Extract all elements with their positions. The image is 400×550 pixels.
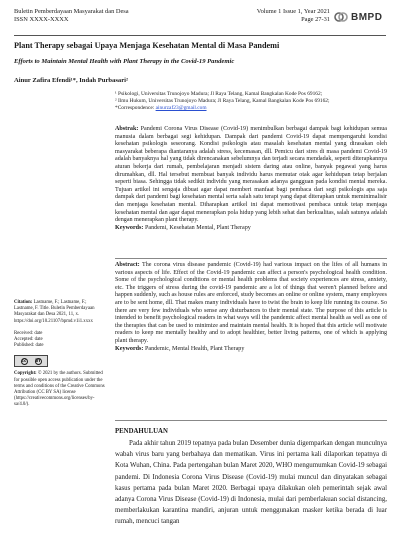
cc-icon: cc	[21, 358, 27, 364]
affiliation-2: ² Ilmu Hukum, Universitas Trunojoyo Madura; Jl Raya Telang, Kamal Bangkalan Kode Pos 69162;	[115, 98, 330, 104]
correspondence-label: *Correspondence:	[115, 105, 155, 111]
page-range: Page 27-31	[301, 16, 330, 23]
keywords-en-text: Pandemic, Mental Health, Plant Therapy	[144, 345, 245, 352]
article-sidebar	[14, 300, 106, 415]
article-title: Plant Therapy sebagai Upaya Menjaga Kesehatan Mental di Masa Pandemi	[14, 41, 280, 50]
abstract-divider-bottom	[115, 420, 387, 421]
citation-label: Citation:	[14, 300, 33, 305]
kata-kunci-label: Keywords:	[115, 224, 144, 231]
abstract-divider-top	[115, 258, 387, 259]
section-heading: PENDAHULUAN	[115, 428, 168, 435]
article-authors: Ainur Zafira Efendi¹*, Indah Purbasari²	[14, 77, 128, 84]
citation-text: Lastname, F.; Lastname, F.; Lastname, F. Title. Buletin Pemberdayaan Masyarakat dan Desa 2021, 11, x. https://doi.org/10.21107/bpmd.v1i1.xxxx	[14, 300, 95, 324]
affiliation-1: ¹ Psikologi, Universitas Trunojoyo Madura; Jl Raya Telang, Kamal Bangkalan Kode Pos 69162;	[115, 91, 323, 97]
by-icon: BY	[35, 358, 41, 364]
abstrak-label: Abstrak:	[115, 126, 139, 132]
logo-icon	[334, 10, 348, 24]
abstrak-block	[115, 126, 387, 232]
abstract-en-block	[115, 262, 387, 353]
keywords-en-label: Keywords:	[115, 345, 144, 352]
copyright-text: © 2021 by the authors. Submitted for possible open access publication under the terms and conditions of the Creative Commons Attribution (CC BY SA) license (https://creativecommons.org/licenses/by-sa/4.0/).	[14, 371, 105, 408]
abstract-en-text: The corona virus disease pandemic (Covid-19) had various impact on the lifes of all humans in various aspects of life. Effect of the Covid-19 pandemic can affect a person's psychological health condition. Some of the psychological conditions or mental health problems that society experiences are stress, anxiety, etc. The triggers of stress during the covid-19 pandemic are a lot of things that weren't planned before and happen suddenly, such as house rules are enforced, study becomes an online or online system, many employees are to be sent home, dll. That makes many individuals have to twist the brain to keep life running its course. So there are very few individuals who sense any disturbances to their mental state. The purpose of this article is intended to benefit psychological readers in what ways will the pandemic affect mental health as well as one of the therapies that can be used to minimize and maintain mental health. It is hoped that this article will motivate readers to keep me mentally healthy and to adopt healthier, better living patterns, one of which is applying plant therapy.	[115, 262, 388, 344]
abstract-en-label: Abstract:	[115, 262, 140, 268]
email-link[interactable]: ainurzaf23@gmail.com	[155, 105, 207, 111]
journal-logo	[334, 8, 386, 26]
header-divider	[14, 35, 386, 36]
journal-info	[14, 8, 129, 24]
paragraph-text: Pada akhir tahun 2019 tepatnya pada bulan Desember dunia digemparkan dengan munculnya wabah virus baru yang berbahaya dan mematikan. Virus ini pertama kali dilaporkan tepatnya di Kota Wuhan, China. Pada pertengahan bulan Maret 2020, WHO mengumumkan Covid-19 sebagai pandemi. Di Indonesia Corona Virus Disease (Covid-19) mulai muncul dan dinyatakan sebagai kasus pertama pada bulan Maret 2020. Berbagai upaya dilakukan oleh pemerintah sejak awal adanya Corona Virus Disease (Covid-19) di Indonesia, mulai dari pemberlakuan social distancing, memberlakukan karantina mandiri, anjuran untuk menggunakan masker ketika berada di luar rumah, mencuci tangan	[115, 440, 387, 526]
page-header	[14, 8, 386, 34]
article-subtitle: Efforts to Maintain Mental Health with Plant Therapy in the Covid-19 Pandemic	[14, 58, 235, 65]
copyright-label: Copyright:	[14, 371, 37, 377]
accepted-date: Accepted: date	[14, 337, 43, 343]
section-paragraph	[115, 438, 387, 528]
affiliations	[115, 91, 385, 112]
copyright-block	[14, 371, 106, 408]
abstrak-text: Pandemi Corona Virus Disease (Covid-19) menimbulkan berbagai dampak bagi kehidupan semua manusia dalam berbagai segi kehidupan. Dampak dari pandemi Covid-19 dapat mempengaruhi kondisi kesehatan psikologis seseorang. Kondisi psikologis atau masalah kesehatan mental yang dirasakan oleh masyarakat beberapa diantaranya adalah stress, kecemasan, dll. Pemicu dari stres di masa pandemi Covid-19 adalah banyaknya hal yang tidak direncanakan sebelumnya dan terjadi secara mendadak, seperti diterapkannya aturan bekerja dari rumah, pembelajaran menjadi sistem daring atau online, banyak pegawai yang harus dirumahkan, dll. Hal tersebut membuat banyak individu harus memutar otak agar kehidupan tetap berjalan seperti biasa. Sehingga tidak sedikit individu yang merasakan adanya gangguan pada kondisi mental mereka. Tujuan artikel ini sengaja dibuat agar dapat memberi manfaat bagi pembaca dari segi psikologis apa saja dampak dari pandemi bagi kesehatan mental serta salah satu terapi yang dapat diterapkan untuk meminimalisir dan menjaga kesehatan mental. Diharapkan artikel ini dapat memotivasi pembaca untuk tetap menjaga kesehatan mental dan agar dapat menerapkan pola hidup yang lebih sehat dan berkualitas, salah satunya adalah dengan menerapkan plant therapy.	[115, 126, 387, 224]
correspondence	[115, 105, 385, 112]
published-date: Published: date	[14, 343, 44, 349]
issn: ISSN XXXX-XXXX	[14, 16, 69, 23]
kata-kunci-text: Pandemi, Kesehatan Mental, Plant Therapy	[144, 224, 251, 231]
citation-block	[14, 300, 106, 325]
journal-name: Buletin Pemberdayaan Masyarakat dan Desa	[14, 8, 129, 15]
issue-info	[257, 8, 330, 24]
volume-info: Volume 1 Issue 1, Year 2021	[256, 8, 330, 15]
dates-block	[14, 331, 106, 350]
received-date: Received: date	[14, 330, 43, 336]
cc-license-badge[interactable]	[14, 355, 106, 367]
logo-text: BMPD	[351, 11, 383, 23]
